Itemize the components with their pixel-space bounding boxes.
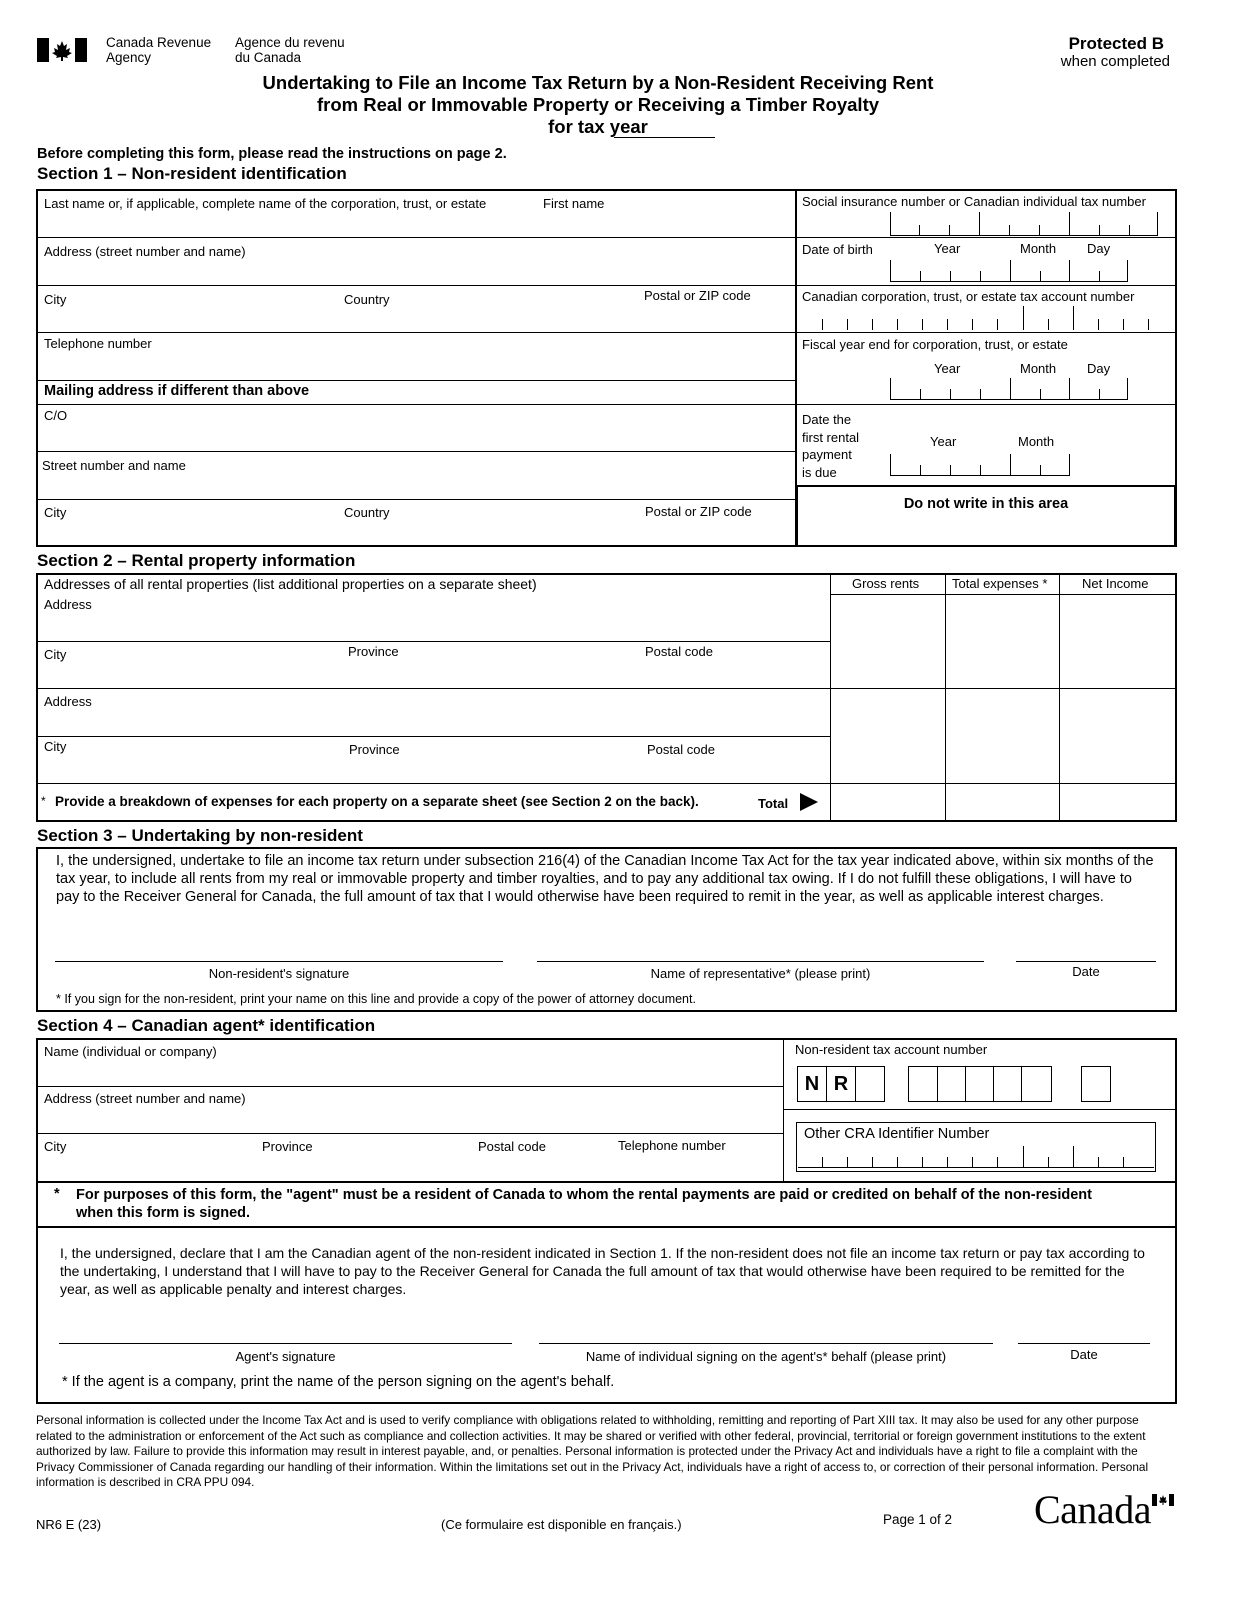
page-number: Page 1 of 2 [883,1512,953,1527]
protected-sub-label: when completed [1060,53,1170,70]
arrow-right-icon [799,792,819,817]
total-gross-rents[interactable] [835,792,943,816]
agent-signature-input[interactable] [59,1320,516,1344]
section4-title: Section 4 – Canadian agent* identification [37,1016,376,1035]
nr-prefix-r: R [826,1066,856,1102]
agency-name-fr: Agence du revenu du Canada [235,35,345,65]
rent-month-label: Month [1018,434,1055,449]
nonresident-signature-label: Non-resident's signature [208,966,350,981]
property2-total-expenses[interactable] [950,756,1058,780]
street-input[interactable] [44,476,788,498]
agent-province-label: Province [262,1139,313,1154]
property2-province-input[interactable] [349,759,633,781]
property2-province-label: Province [349,742,400,757]
total-label: Total [758,796,789,811]
mailing-address-header: Mailing address if different than above [44,383,310,399]
nonresident-signature-input[interactable] [55,938,507,962]
property1-city-input[interactable] [44,664,338,686]
agent-province-input[interactable] [262,1156,471,1178]
postal-input[interactable] [644,309,788,331]
expenses-footnote: Provide a breakdown of expenses for each property on a separate sheet (see Section 2 on the back). [55,794,699,809]
first-rent-label: Date the first rental payment is due [802,412,860,480]
form-title: Undertaking to File an Income Tax Return by a Non-Resident Receiving Rent from Real or Immovable Property or Receiving a Timber Royalty for tax year [262,72,934,137]
co-label: C/O [44,408,68,423]
dob-label: Date of birth [802,242,873,257]
nr-account-digit[interactable] [908,1066,938,1102]
dob-field[interactable] [890,260,1128,282]
wordmark-flag-icon [1152,1493,1174,1511]
dob-day-label: Day [1087,241,1111,256]
property1-address-input[interactable] [44,615,823,637]
agent-name-label: Name (individual or company) [44,1044,217,1059]
city-label: City [44,292,67,307]
representative-name-label: Name of representative* (please print) [650,966,871,981]
agent-name-input[interactable] [44,1062,778,1084]
property1-net-income[interactable] [1064,660,1174,684]
property2-city-input[interactable] [44,759,338,781]
section4-date-input[interactable] [1018,1320,1154,1344]
fiscal-day-label: Day [1087,361,1111,376]
corp-account-label: Canadian corporation, trust, or estate tax account number [802,289,1135,304]
nr-account-digit[interactable] [937,1066,966,1102]
fiscal-month-label: Month [1020,361,1057,376]
nr-account-label: Non-resident tax account number [795,1042,988,1057]
nr-prefix-n: N [797,1066,827,1102]
col-gross-rents: Gross rents [852,576,920,591]
nr-account-digit[interactable] [993,1066,1022,1102]
property2-address-label: Address [44,694,92,709]
address-label: Address (street number and name) [44,244,246,259]
section3-date-label: Date [1072,964,1100,979]
first-name-input[interactable] [543,213,787,235]
property1-address-label: Address [44,597,92,612]
undertaking-text: I, the undersigned, undertake to file an income tax return under subsection 216(4) of the Canadian Income Tax Act for the tax year indicated above, within six months of the tax year, to include all rents from my real or immovable property and timber royalties, and to pay any additional tax owing. If I do not fulfill these obligations, I will have to pay to the Receiver General for Canada, the full amount of tax that I would otherwise have been required to remit in the year, as well as applicable interest charges. [56,853,1154,905]
first-name-label: First name [543,196,605,211]
mail-city-input[interactable] [44,522,338,544]
nr-account-digit[interactable] [965,1066,994,1102]
last-name-label: Last name or, if applicable, complete name of the corporation, trust, or estate [44,196,487,211]
sin-label: Social insurance number or Canadian individual tax number [802,194,1146,209]
property2-gross-rents[interactable] [835,756,943,780]
property1-postal-input[interactable] [645,664,824,686]
agent-signature-label: Agent's signature [235,1349,336,1364]
co-input[interactable] [70,426,789,448]
last-name-input[interactable] [44,213,528,235]
total-expenses[interactable] [950,792,1058,816]
agent-postal-label: Postal code [478,1139,546,1154]
privacy-statement: Personal information is collected under the Income Tax Act and is used to verify compliance with obligations related to withholding, remitting and reporting of Part XIII tax. It may also be used for any other purpose related to the administration or enforcement of the Act such as compliance and collection activities. It may be shared or verified with other federal, provincial, territorial or foreign government institutions to the extent authorized by law. Failure to provide this information may result in interest payable, and, or penalties. Personal information is protected under the Privacy Act and individuals have a right to file a complaint with the Privacy Commissioner of Canada regarding our handling of their information. Within the limitations set out in the Privacy Act, individuals have a right of access to, or correction of their personal information. Personal information is described in CRA PPU 094. [36,1413,1149,1489]
property2-postal-input[interactable] [647,759,826,781]
street-label: Street number and name [42,458,186,473]
section3-title: Section 3 – Undertaking by non-resident [37,826,363,845]
postal-label: Postal or ZIP code [644,288,751,303]
do-not-write-area [796,485,1176,547]
section4-date-label: Date [1070,1347,1098,1362]
agent-telephone-label: Telephone number [618,1138,726,1153]
nr-account-digit[interactable] [855,1066,885,1102]
property1-province-label: Province [348,644,399,659]
agency-name-en: Canada Revenue Agency [106,35,212,65]
section2-box [36,573,1177,822]
country-input[interactable] [344,309,638,331]
agent-signing-name-label: Name of individual signing on the agent's* behalf (please print) [585,1349,947,1364]
form-id: NR6 E (23) [36,1517,102,1532]
tax-year-input[interactable] [618,118,716,138]
address-input[interactable] [44,261,788,283]
agent-postal-input[interactable] [478,1156,612,1178]
mail-country-label: Country [344,505,390,520]
rental-addresses-header: Addresses of all rental properties (list additional properties on a separate sheet) [44,576,537,592]
country-label: Country [344,292,390,307]
property1-province-input[interactable] [348,664,632,686]
property1-postal-label: Postal code [645,644,713,659]
col-total-expenses: Total expenses * [952,576,1048,591]
nr-account-check-digit[interactable] [1081,1066,1111,1102]
property1-gross-rents[interactable] [835,660,943,684]
section3-footnote: * If you sign for the non-resident, print your name on this line and provide a copy of the power of attorney document. [56,992,696,1006]
protected-b-label: Protected B [1068,34,1164,53]
property1-city-label: City [44,647,67,662]
mail-country-input[interactable] [344,522,638,544]
agent-note: For purposes of this form, the "agent" must be a resident of Canada to whom the rental payments are paid or credited on behalf of the non-resident when this form is signed. [76,1187,1092,1221]
dob-year-label: Year [934,241,961,256]
other-cra-id-label: Other CRA Identifier Number [804,1126,990,1142]
telephone-label: Telephone number [44,336,152,351]
agent-address-label: Address (street number and name) [44,1091,246,1106]
rent-year-label: Year [930,434,957,449]
property2-net-income[interactable] [1064,756,1174,780]
french-availability: (Ce formulaire est disponible en français.) [441,1517,682,1532]
agent-city-label: City [44,1139,67,1154]
city-input[interactable] [44,309,338,331]
agent-signing-name-input[interactable] [539,1320,997,1344]
dob-month-label: Month [1020,241,1057,256]
representative-name-input[interactable] [537,938,988,962]
section2-title: Section 2 – Rental property information [37,551,356,570]
agent-city-input[interactable] [44,1156,258,1178]
fiscal-year-label: Year [934,361,961,376]
company-note: * If the agent is a company, print the name of the person signing on the agent's behalf. [62,1374,615,1390]
section1-title: Section 1 – Non-resident identification [37,164,347,183]
nr-account-digit[interactable] [1021,1066,1052,1102]
agent-note-star: * [54,1186,60,1202]
instructions-note: Before completing this form, please read the instructions on page 2. [37,146,507,162]
fiscal-label: Fiscal year end for corporation, trust, or estate [802,337,1068,352]
expenses-footnote-star: * [41,794,46,808]
property2-postal-label: Postal code [647,742,715,757]
section3-date-input[interactable] [1016,938,1160,962]
mail-postal-input[interactable] [645,522,789,544]
property2-address-input[interactable] [44,712,823,734]
property1-total-expenses[interactable] [950,660,1058,684]
mail-postal-label: Postal or ZIP code [645,504,752,519]
canada-flag-logo [37,38,87,62]
sin-field[interactable] [890,212,1158,236]
col-net-income: Net Income [1082,576,1149,591]
agent-telephone-input[interactable] [618,1156,782,1178]
canada-wordmark: Canada [1034,1487,1151,1532]
property2-city-label: City [44,739,67,754]
agent-declaration: I, the undersigned, declare that I am the Canadian agent of the non-resident indicated in Section 1. If the non-resident does not file an income tax return or pay tax according to the undertaking, I understand that I will have to pay to the Receiver General for Canada the full amount of tax that would otherwise have been required to be remitted for the year, as well as applicable penalty and interest charges. [60,1245,1145,1297]
fiscal-field[interactable] [890,378,1128,400]
telephone-input[interactable] [44,355,788,377]
mail-city-label: City [44,505,67,520]
total-net-income[interactable] [1064,792,1174,816]
agent-address-input[interactable] [44,1109,778,1131]
do-not-write-label: Do not write in this area [903,496,1069,512]
